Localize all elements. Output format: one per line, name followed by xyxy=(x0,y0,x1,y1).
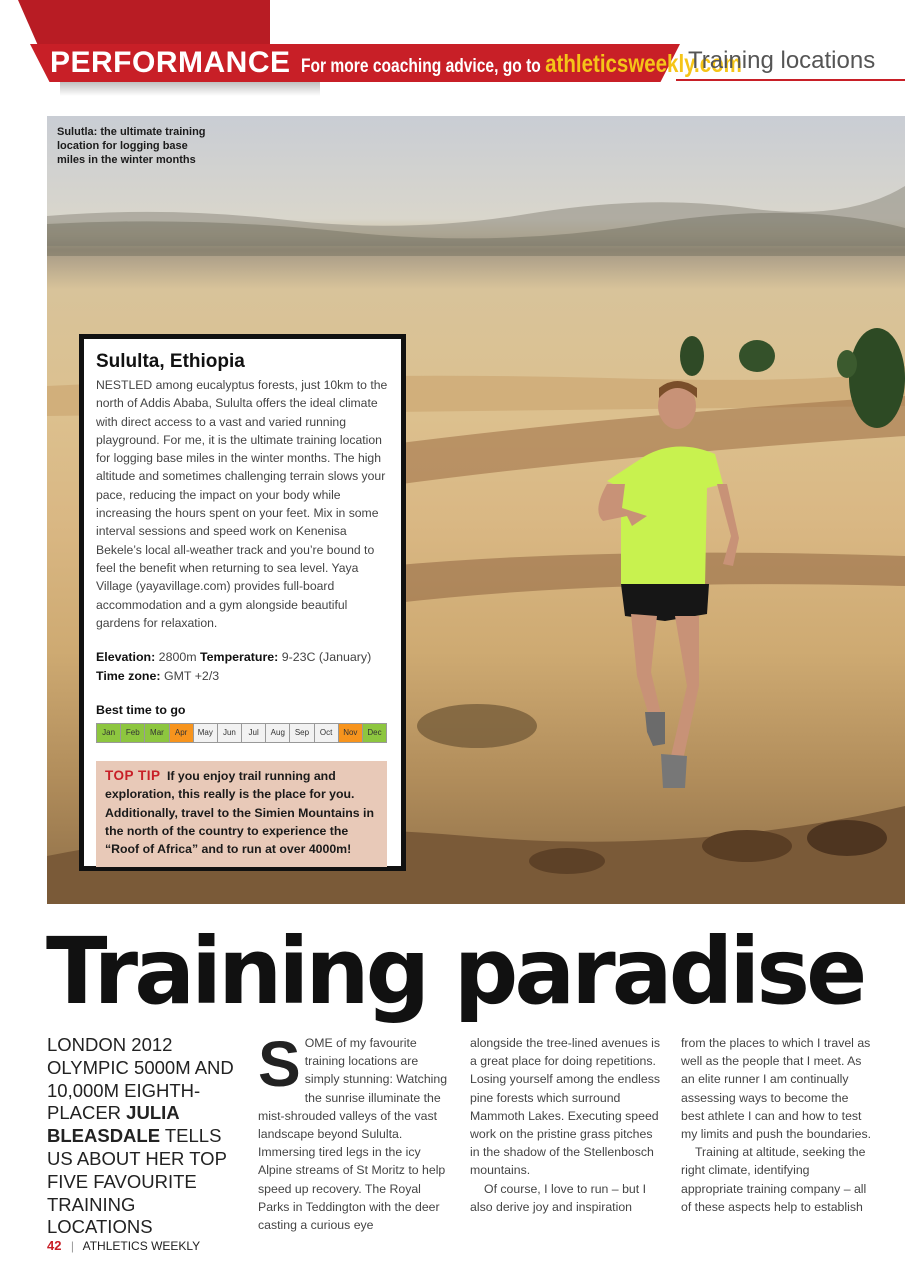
location-facts xyxy=(96,648,389,685)
photo-caption: Sulutla: the ultimate training location for logging base miles in the winter months xyxy=(57,126,206,166)
location-infobox xyxy=(79,334,406,871)
magazine-name: ATHLETICS WEEKLY xyxy=(82,1239,201,1253)
month-cell-apr: Apr xyxy=(170,724,194,742)
header-shadow xyxy=(60,82,320,96)
body-column-3 xyxy=(681,1034,873,1216)
standfirst-tail: TELLS US ABOUT HER TOP FIVE FAVOURITE TRAINING LOCATIONS xyxy=(47,1125,227,1238)
month-cell-nov: Nov xyxy=(339,724,363,742)
top-tip-text: If you enjoy trail running and exploration, this really is the place for you. Additionally, travel to the Simien Mountains in the north of the country to experience the “Roof of Africa” and to run at over 4000m! xyxy=(105,769,374,857)
body-paragraph: Of course, I love to run – but I also derive joy and inspiration xyxy=(470,1181,646,1214)
website-link[interactable]: athleticsweekly.com xyxy=(544,50,742,78)
advice-prefix: For more coaching advice, go to xyxy=(300,56,541,77)
coaching-advice-text xyxy=(301,50,742,79)
body-paragraph: OME of my favourite training locations are simply stunning: Watching the sunrise illuminate the mist-shrouded valleys of the vast landscape beyond Sululta. Immersing tired legs in the icy Alpine streams of St Moritz to help speed up recovery. The Royal Parks in Teddington with the deer casting a curious eye xyxy=(258,1036,448,1233)
body-column-1 xyxy=(258,1028,450,1234)
body-column-2 xyxy=(470,1034,662,1216)
month-cell-mar: Mar xyxy=(145,724,169,742)
body-paragraph: from the places to which I travel as well as the people that I meet. As an elite runner I am continually assessing ways to become the best athlete I can and how to test my limits and push the boundaries. xyxy=(681,1036,872,1142)
standfirst-lead: LONDON 2012 OLYMPIC 5000M AND 10,000M EIGHTH-PLACER xyxy=(47,1034,234,1124)
month-cell-feb: Feb xyxy=(121,724,145,742)
body-paragraph: Training at altitude, seeking the right climate, identifying appropriate training company – all of these aspects help to establish xyxy=(681,1145,867,1214)
month-cell-sep: Sep xyxy=(290,724,314,742)
top-tip-label: TOP TIP xyxy=(105,768,161,784)
temperature-value: 9-23C (January) xyxy=(281,650,372,665)
header-rule xyxy=(676,79,905,81)
article-headline: Training paradise xyxy=(46,918,864,1025)
month-cell-aug: Aug xyxy=(266,724,290,742)
month-strip xyxy=(96,723,387,743)
header-tab-decoration xyxy=(18,0,270,46)
month-cell-jul: Jul xyxy=(242,724,266,742)
month-cell-oct: Oct xyxy=(315,724,339,742)
best-time-label: Best time to go xyxy=(96,703,186,718)
section-name: Training locations xyxy=(688,47,876,74)
elevation-label: Elevation: xyxy=(96,650,156,665)
month-cell-jun: Jun xyxy=(218,724,242,742)
drop-cap: S xyxy=(258,1028,301,1100)
location-title: Sululta, Ethiopia xyxy=(96,351,245,372)
location-description: NESTLED among eucalyptus forests, just 10km to the north of Addis Ababa, Sululta offers the ideal climate with direct access to a vast and varied running playground. For me, it is the ultimate training location for logging base miles in the winter months. The high altitude and sometimes challenging terrain slows your pace, reducing the impact on your body while increasing the hours spent on your feet. Mix in some interval sessions and speed work on Kenenisa Bekele’s local all-weather track and you’re bound to feel the benefit when returning to sea level. Yaya Village (yayavillage.com) provides full-board accommodation and a gym alongside beautiful gardens for relaxation. xyxy=(96,378,388,630)
body-paragraph: alongside the tree-lined avenues is a great place for doing repetitions. Losing yourself among the endless pine forests which surround Mammoth Lakes. Executing speed work on the pristine grass pitches in the shadow of the Stellenbosch mountains. xyxy=(470,1036,661,1178)
month-cell-jan: Jan xyxy=(97,724,121,742)
standfirst xyxy=(47,1034,239,1239)
page-number: 42 xyxy=(47,1238,62,1253)
top-tip-box xyxy=(96,761,387,866)
page-footer xyxy=(47,1238,200,1253)
month-cell-dec: Dec xyxy=(363,724,386,742)
timezone-value: GMT +2/3 xyxy=(163,668,220,683)
elevation-value: 2800m xyxy=(158,650,197,665)
month-cell-may: May xyxy=(194,724,218,742)
elevation-temperature-line xyxy=(96,648,389,667)
footer-separator: | xyxy=(70,1239,74,1253)
temperature-label: Temperature: xyxy=(200,650,279,665)
author-name: JULIA BLEASDALE xyxy=(47,1102,179,1147)
timezone-label: Time zone: xyxy=(96,668,161,683)
timezone-line xyxy=(96,667,389,686)
section-tag: PERFORMANCE xyxy=(50,46,291,79)
